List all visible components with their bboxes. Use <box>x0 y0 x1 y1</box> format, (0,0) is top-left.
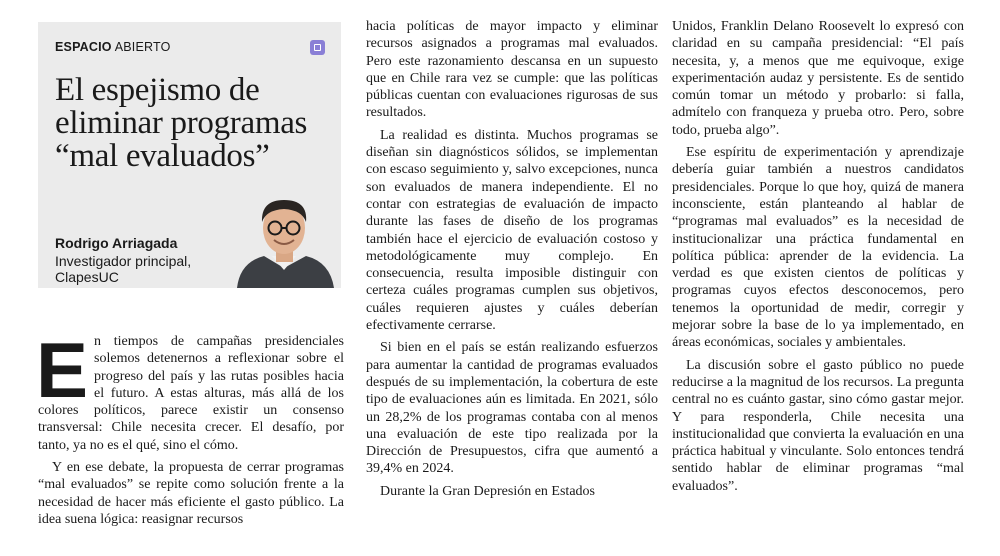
headline: El espejismo de eliminar programas “mal evaluados” <box>55 72 308 174</box>
paragraph: Durante la Gran Depresión en Estados <box>380 483 595 499</box>
author-role: Investigador principal, ClapesUC <box>55 253 192 285</box>
drop-cap: E <box>36 326 89 414</box>
article-column-2 <box>366 18 658 500</box>
section-label-bold: ESPACIO <box>55 40 112 54</box>
badge-icon <box>310 40 325 55</box>
author-portrait <box>232 190 337 288</box>
paragraph: Ese espíritu de experimentación y aprendizaje debería guiar también a nuestros candidatos presidenciales. Porque lo que hoy, quizá de manera inconsciente, están planteando al hablar de “programas mal evaluados” es la necesidad de institucionalizar una práctica fundamental en política pública: aprender de la evidencia. La verdad es que existen cientos de políticas y programas cuyos efectos desconocemos, pero tenemos la oportunidad de medir, corregir y mejorar sobre la base de lo ya implementado, en áreas económicas, sociales y ambientales. <box>672 145 964 351</box>
article-column-3 <box>672 18 964 495</box>
author-name: Rodrigo Arriagada <box>55 235 178 251</box>
section-label <box>55 40 171 54</box>
paragraph: En tiempos de campañas presidenciales solemos detenernos a reflexionar sobre el progreso del país y las rutas posibles hacia el futuro. A estas alturas, más allá de los colores políticos, parece existir un consenso transversal: Chile necesita crecer. El desafío, por tanto, ya no es el qué, sino el cómo. <box>36 326 344 453</box>
paragraph: La discusión sobre el gasto público no puede reducirse a la magnitud de los recursos. La pregunta central no es cuánto gastar, sino cómo gastar mejor. Y para responderla, Chile necesita una institucionalidad que convierta la evaluación en una práctica habitual y vinculante. Solo entonces tendrá sentido hablar de eliminar programas “mal evaluados”. <box>672 357 964 494</box>
article-column-1 <box>36 326 344 528</box>
paragraph: Y en ese debate, la propuesta de cerrar programas “mal evaluados” se repite como solución frente a la necesidad de hacer más eficiente el gasto público. La idea suena lógica: reasignar recursos <box>38 460 344 527</box>
section-label-light: ABIERTO <box>114 40 171 54</box>
paragraph: hacia políticas de mayor impacto y eliminar recursos asignados a programas mal evaluados. Pero este razonamiento descansa en un supuesto que en Chile rara vez se cumple: que las políticas públicas cuentan con evaluaciones rigurosas de sus resultados. <box>366 19 658 121</box>
paragraph: Si bien en el país se están realizando esfuerzos para aumentar la cantidad de programas evaluados después de su implementación, la cobertura de este tipo de evaluaciones aún es limitada. En 2021, sólo un 28,2% de los programas contaba con al menos una evaluación de este tipo realizada por la Dirección de Presupuestos, cifra que aumentó a 39,4% en 2024. <box>366 340 658 477</box>
paragraph: Unidos, Franklin Delano Roosevelt lo expresó con claridad en su campaña presidencial: “El país necesita, y, a menos que me equivoque, exige experimentación audaz y persistente. Es de sentido común tomar un método y probarlo: si falla, admítelo con franqueza y prueba otro. Pero, sobre todo, prueba algo”. <box>672 19 964 138</box>
paragraph: La realidad es distinta. Muchos programas se diseñan sin diagnósticos sólidos, se implementan con escaso seguimiento y, salvo excepciones, nunca son evaluados de manera independiente. El no contar con estrategias de evaluación de impacto durante las fases de diseño de los programas también hace el ejercicio de evaluación costoso y metodológicamente muy complejo. En consecuencia, resulta imposible distinguir con certeza cuáles programas cumplen sus objetivos, cuáles requieren ajustes y cuáles deberían efectivamente cerrarse. <box>366 127 658 334</box>
